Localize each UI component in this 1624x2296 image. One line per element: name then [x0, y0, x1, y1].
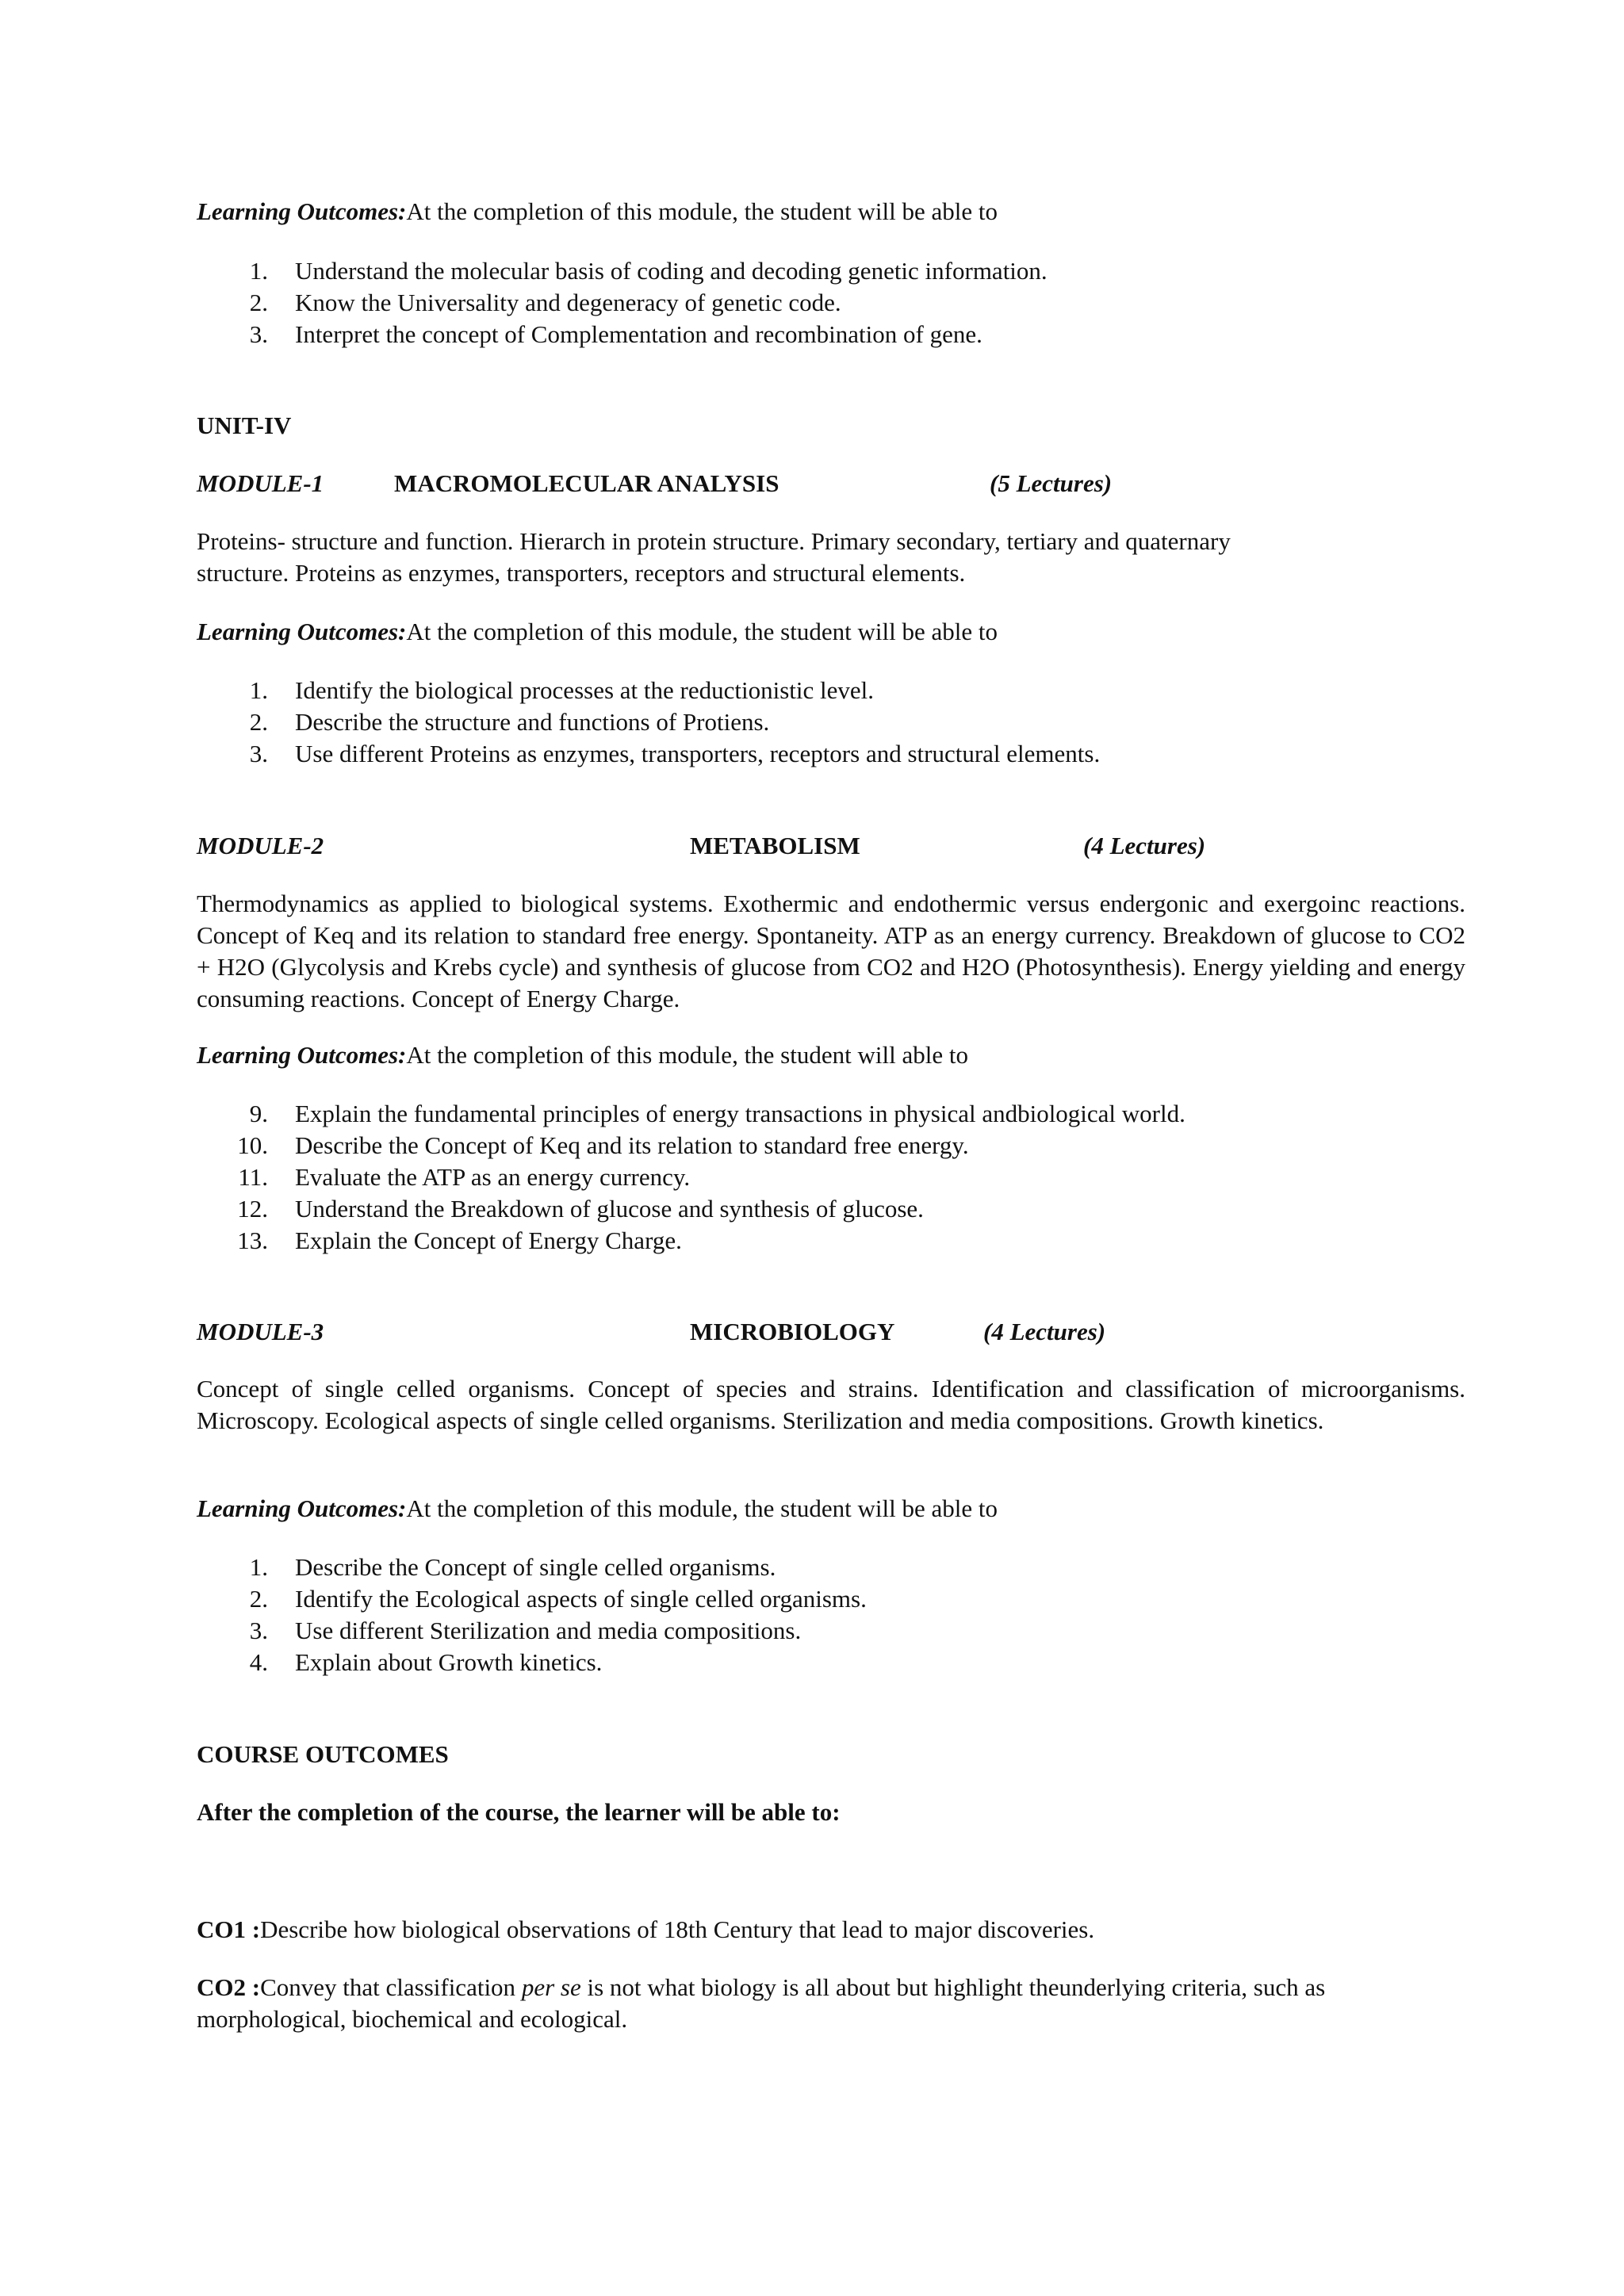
list-item: 1. Understand the molecular basis of coding and decoding genetic information.: [249, 257, 1048, 285]
course-outcomes-heading: COURSE OUTCOMES: [197, 1740, 449, 1768]
learning-outcomes-line: [197, 196, 1465, 228]
learning-outcomes-label: Learning Outcomes:: [197, 1041, 407, 1069]
unit-title: UNIT-IV: [197, 411, 292, 439]
outcomes-list: [197, 255, 1481, 350]
learning-outcomes-text: At the completion of this module, the student will be able to: [406, 1494, 998, 1522]
module2-description: Thermodynamics as applied to biological systems. Exothermic and endothermic versus endergonic and exergoinc reactions. Concept of Keq and its relation to standard free energy. Spontaneity. ATP as an energy currency. Breakdown of glucose to CO2 + H2O (Glycolysis and Krebs cycle) and synthesis of glucose from CO2 and H2O (Photosynthesis). Energy yielding and energy consuming reactions. Concept of Energy Charge.: [197, 890, 1465, 1012]
list-item: 3. Use different Sterilization and media compositions.: [249, 1617, 802, 1644]
list-item: 10. Describe the Concept of Keq and its relation to standard free energy.: [237, 1131, 969, 1159]
list-item: 9. Explain the fundamental principles of energy transactions in physical andbiological world.: [249, 1100, 1185, 1127]
module1-title: MACROMOLECULAR ANALYSIS: [394, 469, 779, 497]
module2-label: MODULE-2: [197, 832, 324, 859]
list-item: 3. Interpret the concept of Complementation and recombination of gene.: [249, 320, 982, 348]
co2-emphasis: per se: [521, 1973, 581, 2001]
list-item: 13. Explain the Concept of Energy Charge.: [237, 1226, 682, 1254]
learning-outcomes-line: [197, 1493, 1465, 1525]
co1-label: CO1 :: [197, 1915, 261, 1943]
list-item: 1. Describe the Concept of single celled organisms.: [249, 1553, 776, 1581]
module3-title: MICROBIOLOGY: [690, 1318, 895, 1345]
co1-text: Describe how biological observations of 18th Century that lead to major discoveries.: [260, 1915, 1095, 1943]
module1-lectures: (5 Lectures): [990, 469, 1113, 497]
learning-outcomes-text: At the completion of this module, the student will be able to: [406, 197, 998, 225]
list-item: 11. Evaluate the ATP as an energy currency.: [238, 1163, 691, 1191]
co2-label: CO2 :: [197, 1973, 261, 2001]
list-item: 2. Describe the structure and functions of Protiens.: [249, 708, 770, 736]
learning-outcomes-label: Learning Outcomes:: [197, 197, 407, 225]
module3-label: MODULE-3: [197, 1318, 324, 1345]
course-outcomes-subheading: After the completion of the course, the learner will be able to:: [197, 1798, 841, 1826]
list-item: 2. Identify the Ecological aspects of single celled organisms.: [249, 1585, 867, 1613]
learning-outcomes-text: At the completion of this module, the student will be able to: [406, 618, 998, 645]
learning-outcomes-line: [197, 616, 1465, 648]
list-item: 3. Use different Proteins as enzymes, transporters, receptors and structural elements.: [249, 740, 1101, 767]
module3-lectures: (4 Lectures): [983, 1318, 1106, 1345]
outcomes-list: [197, 1552, 1481, 1678]
co2-text-continued: is not what biology is all about but highlight theunderlying criteria, such as morphological, biochemical and ecological.: [197, 1973, 1326, 2033]
list-item: 4. Explain about Growth kinetics.: [249, 1648, 603, 1676]
list-item: 12. Understand the Breakdown of glucose and synthesis of glucose.: [237, 1195, 924, 1223]
co2-text: Convey that classification: [260, 1973, 522, 2001]
list-item: 1. Identify the biological processes at the reductionistic level.: [249, 676, 874, 704]
learning-outcomes-line: [197, 1039, 1465, 1071]
module1-description: Proteins- structure and function. Hierarch in protein structure. Primary secondary, tertiary and quaternary structure. Proteins as enzymes, transporters, receptors and structural elements.: [197, 527, 1231, 587]
co2-item: [197, 1972, 1465, 2035]
outcomes-list: [197, 1098, 1481, 1257]
learning-outcomes-label: Learning Outcomes:: [197, 1494, 407, 1522]
module2-title: METABOLISM: [690, 832, 860, 859]
module2-lectures: (4 Lectures): [1083, 832, 1206, 859]
co1-item: [197, 1914, 1465, 1946]
learning-outcomes-label: Learning Outcomes:: [197, 618, 407, 645]
module3-description: Concept of single celled organisms. Concept of species and strains. Identification and classification of microorganisms. Microscopy. Ecological aspects of single celled organisms. Sterilization and media compositions. Growth kinetics.: [197, 1375, 1465, 1434]
module1-label: MODULE-1: [197, 469, 324, 497]
list-item: 2. Know the Universality and degeneracy of genetic code.: [249, 289, 841, 316]
learning-outcomes-text: At the completion of this module, the student will able to: [406, 1041, 968, 1069]
outcomes-list: [197, 675, 1481, 770]
